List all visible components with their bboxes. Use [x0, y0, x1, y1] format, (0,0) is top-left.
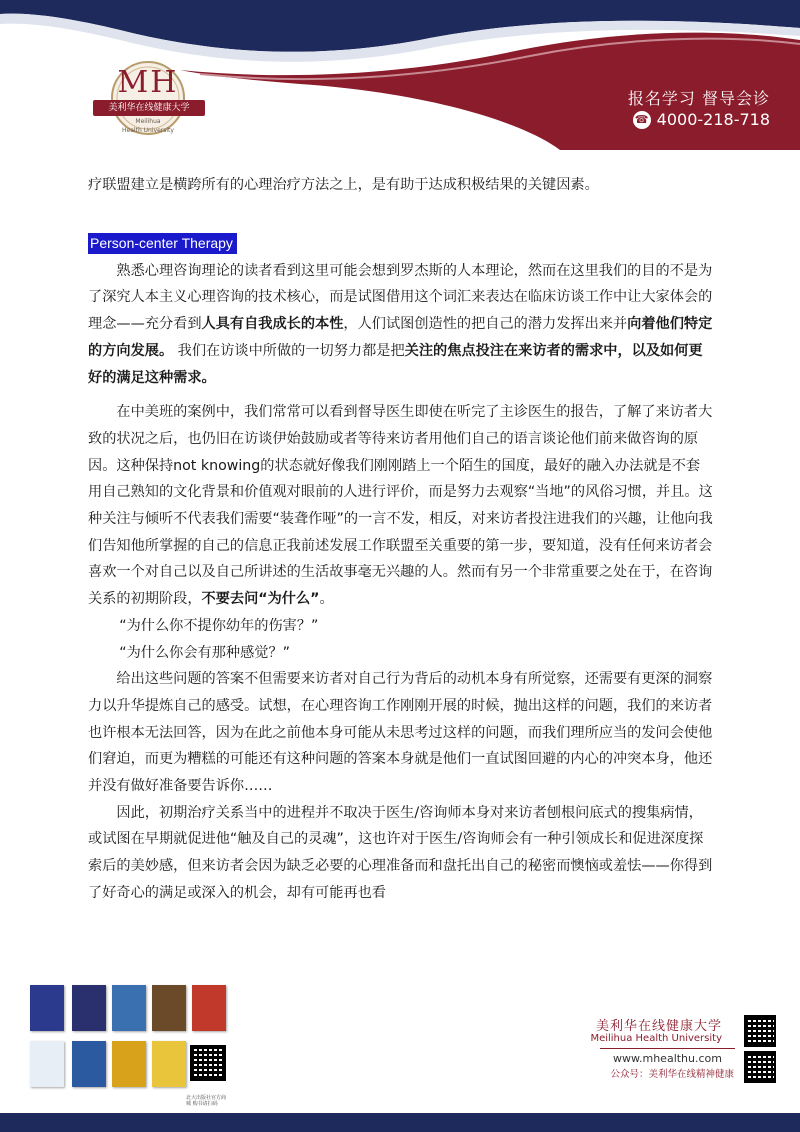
paragraph-3: 给出这些问题的答案不但需要来访者对自己行为背后的动机本身有所觉察，还需要有更深的洞察力以升华提炼自己的感受。试想，在心理咨询工作刚刚开展的时候，抛出这样的问题，我们的来访者也许根本无法回答，因为在此之前他本身可能从未思考过这样的问题，而我们理所应当的发问会使他们窘迫，而更为糟糕的可能还有这种问题的答案本身就是他们一直试图回避的内心的冲突本身，他还并没有做好准备要告诉你…… — [88, 671, 713, 795]
p1-text-d: 我们在访谈中所做的一切努力都是把 — [173, 342, 405, 359]
paragraph-1 — [88, 258, 713, 392]
footer-divider — [600, 1048, 735, 1049]
shop-qr-code[interactable] — [190, 1045, 226, 1081]
footer-brand-cn: 美利华在线健康大学 — [595, 1019, 722, 1034]
book-cover-3 — [112, 985, 146, 1031]
logo-letters: MH — [117, 65, 179, 100]
article-body — [88, 172, 713, 907]
book-cover-5 — [192, 985, 226, 1031]
footer-brand-en: Meilihua Health University — [590, 1033, 722, 1044]
footer-bar — [0, 1113, 800, 1132]
book-cover-7 — [72, 1041, 106, 1087]
header-slogan: 报名学习 督导会诊 — [627, 89, 770, 108]
footer-wechat: 公众号：美利华在线精神健康 — [610, 1069, 734, 1080]
phone-number: 4000-218-718 — [656, 110, 770, 129]
p2-text-a: 在中美班的案例中，我们常常可以看到督导医生即使在听完了主诊医生的报告，了解了来访者大致的状况之后，也仍旧在访谈伊始鼓励或者等待来访者用他们自己的语言谈论他们前来做咨询的原因。这种保持not knowing的状态就好像我们刚刚踏上一个陌生的国度，最好的融入办法就是不套用自己熟知的文化背景和价值观对眼前的人进行评价，而是努力去观察“当地”的风俗习惯，并且。这种关注与倾听不代表我们需要“装聋作哑”的一言不发，相反，对来访者投注进我们的兴趣，让他向我们告知他所掌握的自己的信息正我前述发展工作联盟至关重要的第一步，要知道，没有任何来访者会喜欢一个对自己以及自己所讲述的生活故事毫无兴趣的人。然而有另一个非常重要之处在于，在咨询关系的初期阶段， — [88, 404, 713, 608]
header-phone — [633, 110, 770, 129]
book-cover-9 — [152, 1041, 186, 1087]
brand-logo — [93, 60, 203, 140]
qr-caption: 北大出版社官方商城 购书请扫码 — [186, 1095, 227, 1107]
book-cover-1 — [30, 985, 64, 1031]
paragraph-2 — [88, 399, 713, 613]
p1-text-c: ，人们试图创造性的把自己的潜力发挥出来并 — [343, 316, 628, 333]
website-qr-code[interactable] — [744, 1015, 776, 1047]
paragraph-4: 因此，初期治疗关系当中的进程并不取决于医生/咨询师本身对来访者刨根问底式的搜集病情，或试图在早期就促进他“触及自己的灵魂”，这也许对于医生/咨询师会有一种引领成长和促进深度探索后的美妙感，但来访者会因为缺乏必要的心理准备而和盘托出自己的秘密而懊恼或羞怯——你得到了好奇心的满足或深入的机会，却有可能再也看 — [88, 804, 713, 901]
book-cover-4 — [152, 985, 186, 1031]
phone-icon: ☎ — [633, 111, 651, 129]
p1-bold-1: 人具有自我成长的本性 — [201, 316, 344, 333]
wechat-qr-code[interactable] — [744, 1051, 776, 1083]
p1-bold-3: 关注的焦点投注在来访者的需求中，以及如何更好的满足这种需求。 — [88, 342, 703, 386]
p2-bold: 不要去问“为什么” — [201, 591, 320, 608]
quote-1: “为什么你不提你幼年的伤害？” — [119, 617, 319, 634]
paragraph-continued: 疗联盟建立是横跨所有的心理治疗方法之上，是有助于达成积极结果的关键因素。 — [88, 177, 599, 193]
section-heading: Person-center Therapy — [88, 233, 237, 254]
footer-url[interactable]: www.mhealthu.com — [613, 1052, 722, 1065]
book-cover-2 — [72, 985, 106, 1031]
p1-bold-2: 向着他们特定的方向发展。 — [88, 316, 713, 359]
logo-ribbon-text: 美利华在线健康大学 — [93, 100, 205, 116]
page-footer — [0, 965, 800, 1132]
p1-text-a: 熟悉心理咨询理论的读者看到这里可能会想到罗杰斯的人本理论，然而在这里我们的目的不是为了深究人本主义心理咨询的技术核心，而是试图借用这个词汇来表达在临床访谈工作中让大家体会的理念——充分看到 — [88, 262, 713, 333]
logo-english-2: Health University — [122, 127, 174, 134]
p2-text-c: 。 — [319, 591, 334, 608]
logo-english-1: Meilihua — [135, 118, 161, 125]
quote-2: “为什么你会有那种感觉？” — [119, 644, 290, 661]
book-cover-6 — [30, 1041, 64, 1087]
book-cover-8 — [112, 1041, 146, 1087]
page-header — [0, 0, 800, 170]
